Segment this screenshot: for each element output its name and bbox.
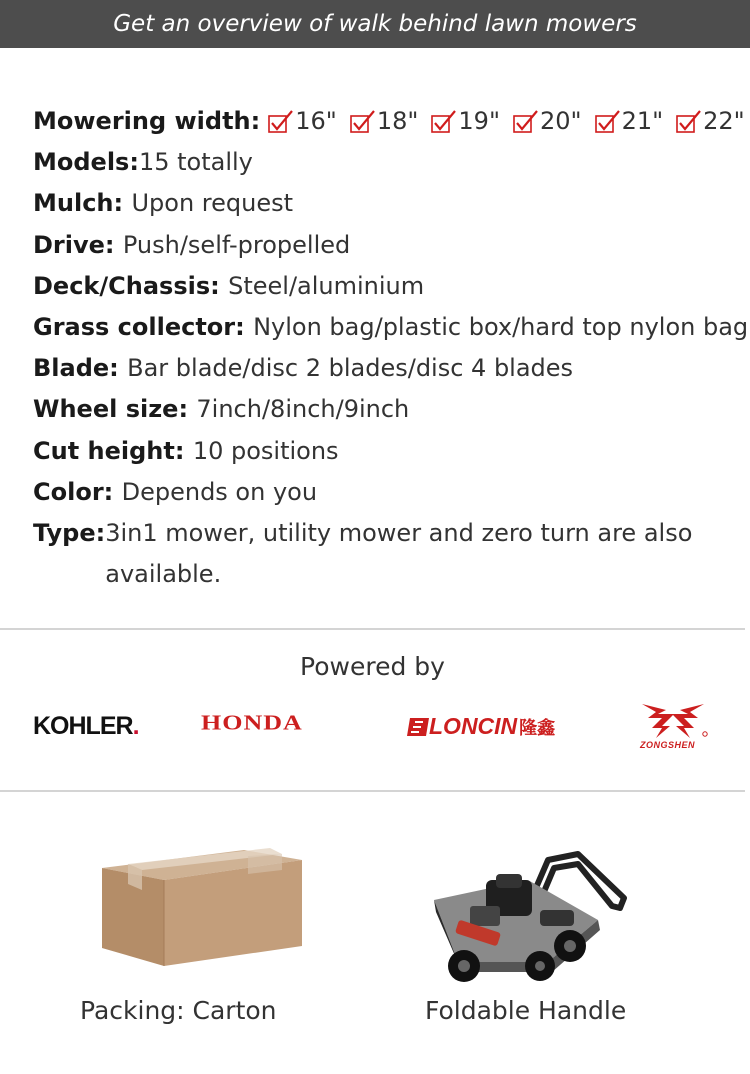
spec-value: 10 positions [192, 436, 339, 465]
zongshen-wings-icon [636, 700, 710, 742]
width-option-20: 20" [513, 101, 582, 142]
spec-row-grass-collector [33, 307, 749, 348]
spec-value: Upon request [131, 189, 294, 218]
loncin-emblem-icon [407, 718, 429, 736]
spec-value: Steel/aluminium [228, 271, 425, 300]
packing-caption: Packing: Carton [80, 996, 277, 1025]
spec-key: Grass collector: [33, 312, 254, 341]
width-option-18: 18" [350, 101, 419, 142]
spec-key: Deck/Chassis: [33, 271, 229, 300]
spec-key: Drive: [33, 230, 123, 259]
spec-key: Type: [33, 518, 106, 547]
width-option-16: 16" [268, 101, 337, 142]
section-divider [0, 790, 745, 792]
spec-key: Cut height: [33, 436, 193, 465]
spec-row-width [33, 101, 745, 142]
spec-row-wheel-size [33, 389, 745, 430]
spec-key: Mulch: [33, 189, 132, 218]
zongshen-logo: ZONGSHEN [636, 700, 710, 756]
spec-value: 15 totally [138, 148, 253, 177]
loncin-logo: LONCIN 隆鑫 [407, 713, 555, 740]
kohler-logo: KOHLER. [33, 712, 139, 740]
section-divider [0, 628, 745, 630]
checkbox-checked-icon [595, 110, 621, 134]
checkbox-checked-icon [431, 110, 457, 134]
checkbox-checked-icon [513, 110, 539, 134]
spec-list [33, 101, 749, 595]
checkbox-checked-icon [676, 110, 702, 134]
spec-key: Wheel size: [33, 395, 197, 424]
powered-by-title: Powered by [300, 652, 445, 681]
width-option-22: 22" [676, 101, 745, 142]
spec-key: Blade: [33, 354, 128, 383]
spec-row-cut-height [33, 431, 745, 472]
spec-row-type [33, 513, 745, 595]
spec-value: Push/self-propelled [122, 230, 351, 259]
spec-value: Nylon bag/plastic box/hard top nylon bag [253, 312, 749, 341]
spec-value: 7inch/8inch/9inch [196, 395, 410, 424]
spec-row-blade [33, 348, 745, 389]
checkbox-checked-icon [268, 110, 294, 134]
spec-key-width: Mowering width: [33, 107, 261, 135]
spec-key: Models: [33, 148, 139, 177]
width-option-19: 19" [431, 101, 500, 142]
spec-value: Bar blade/disc 2 blades/disc 4 blades [127, 354, 574, 383]
carton-box-icon [98, 846, 304, 968]
handle-caption: Foldable Handle [425, 996, 627, 1025]
header-banner [0, 0, 750, 48]
width-option-21: 21" [595, 101, 664, 142]
lawn-mower-icon [428, 850, 628, 992]
spec-value: 3in1 mower, utility mower and zero turn are also available. [105, 518, 693, 589]
lawn-mower-image [428, 850, 628, 992]
spec-row-drive [33, 225, 745, 266]
spec-value: Depends on you [121, 477, 318, 506]
spec-row-mulch [33, 183, 745, 224]
spec-row-deck [33, 266, 745, 307]
checkbox-checked-icon [350, 110, 376, 134]
spec-row-models [33, 142, 745, 183]
carton-box-image [98, 846, 304, 968]
banner-title: Get an overview of walk behind lawn mowers [113, 11, 637, 37]
spec-row-color [33, 472, 745, 513]
spec-key: Color: [33, 477, 122, 506]
honda-logo: HONDA [201, 710, 303, 735]
